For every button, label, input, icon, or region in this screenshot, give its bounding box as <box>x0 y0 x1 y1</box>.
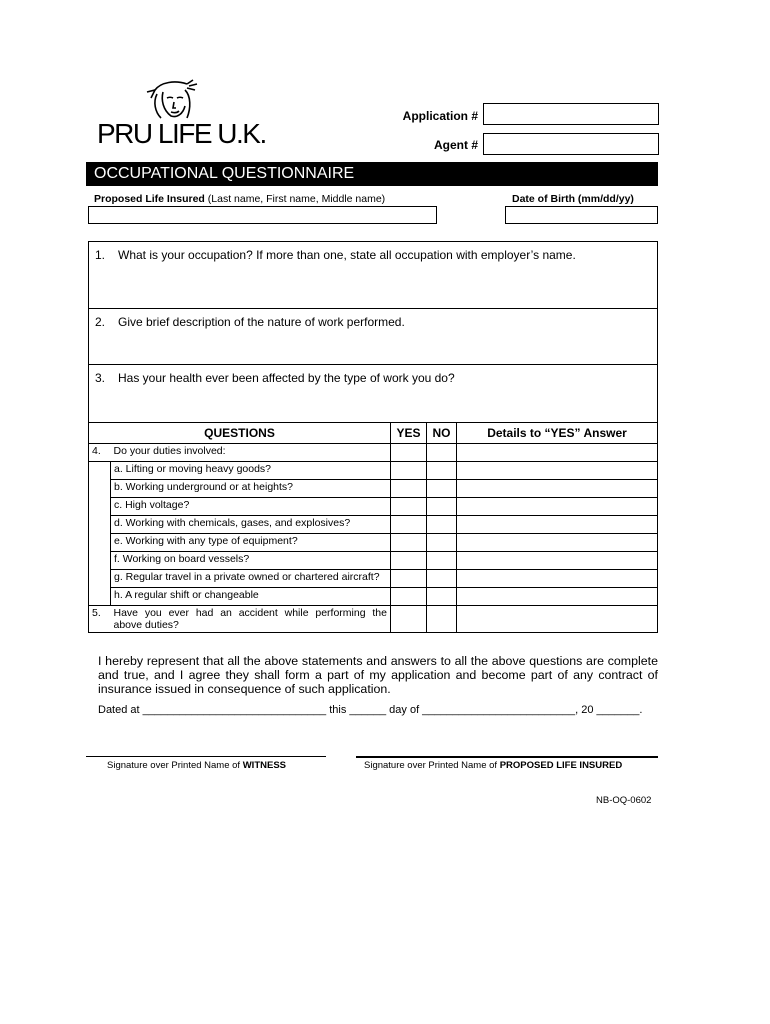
details-cell[interactable] <box>457 444 658 462</box>
table-row <box>89 534 658 552</box>
witness-signature-prefix: Signature over Printed Name of <box>107 760 243 771</box>
question-number: 2. <box>95 315 106 329</box>
dob-label: Date of Birth (mm/dd/yy) <box>512 193 634 205</box>
table-row <box>89 570 658 588</box>
question-number: 1. <box>95 248 106 262</box>
sub-question-text: e. Working with any type of equipment? <box>111 534 391 552</box>
sub-question-text: c. High voltage? <box>111 498 391 516</box>
question-text: Has your health ever been affected by the type of work you do? <box>118 371 455 385</box>
question-text: Do your duties involved: <box>111 444 391 462</box>
details-cell[interactable] <box>457 534 658 552</box>
form-code: NB-OQ-0602 <box>596 795 652 806</box>
pru-life-logo <box>97 78 266 150</box>
sub-question-text: h. A regular shift or changeable <box>111 588 391 606</box>
question-number: 4. <box>89 444 111 462</box>
table-row <box>89 516 658 534</box>
table-row <box>89 480 658 498</box>
question-text: Give brief description of the nature of work performed. <box>118 315 405 329</box>
sub-question-text: b. Working underground or at heights? <box>111 480 391 498</box>
dob-field[interactable] <box>505 206 658 224</box>
table-header-row <box>89 423 658 444</box>
declaration-text: I hereby represent that all the above statements and answers to all the above questions are complete and true, and I agree they shall form a part of my application and become part of any contract of insurance issued in consequence of such application. <box>98 654 658 696</box>
table-row <box>89 498 658 516</box>
witness-signature-label <box>107 760 286 771</box>
sub-question-text: a. Lifting or moving heavy goods? <box>111 462 391 480</box>
no-cell[interactable] <box>427 570 457 588</box>
details-cell[interactable] <box>457 480 658 498</box>
details-cell[interactable] <box>457 606 658 633</box>
no-cell[interactable] <box>427 606 457 633</box>
table-row <box>89 588 658 606</box>
logo-wordmark: PRU LIFE U.K. <box>97 118 266 149</box>
table-row <box>89 444 658 462</box>
details-cell[interactable] <box>457 570 658 588</box>
question-number: 3. <box>95 371 106 385</box>
yes-cell[interactable] <box>391 462 427 480</box>
no-cell[interactable] <box>427 552 457 570</box>
insured-signature-prefix: Signature over Printed Name of <box>364 760 500 771</box>
application-number-field[interactable] <box>483 103 659 125</box>
application-number-label: Application # <box>402 109 478 123</box>
yes-cell[interactable] <box>391 534 427 552</box>
proposed-insured-name-field[interactable] <box>88 206 437 224</box>
lady-liberty-icon <box>141 78 213 122</box>
no-cell[interactable] <box>427 588 457 606</box>
table-row <box>89 462 658 480</box>
yes-cell[interactable] <box>391 552 427 570</box>
no-cell[interactable] <box>427 462 457 480</box>
proposed-insured-label <box>94 193 385 205</box>
no-cell[interactable] <box>427 480 457 498</box>
insured-signature-line[interactable] <box>356 756 658 758</box>
details-cell[interactable] <box>457 462 658 480</box>
no-cell[interactable] <box>427 444 457 462</box>
yes-cell[interactable] <box>391 444 427 462</box>
form-title: OCCUPATIONAL QUESTIONNAIRE <box>86 162 658 186</box>
yes-cell[interactable] <box>391 516 427 534</box>
details-cell[interactable] <box>457 498 658 516</box>
yes-cell[interactable] <box>391 498 427 516</box>
sub-question-text: f. Working on board vessels? <box>111 552 391 570</box>
table-row <box>89 606 658 633</box>
yes-cell[interactable] <box>391 606 427 633</box>
question-2-block[interactable] <box>88 308 658 365</box>
details-cell[interactable] <box>457 516 658 534</box>
question-3-block[interactable] <box>88 364 658 423</box>
sub-question-text: d. Working with chemicals, gases, and explosives? <box>111 516 391 534</box>
no-cell[interactable] <box>427 516 457 534</box>
witness-signature-bold: WITNESS <box>242 760 286 771</box>
questions-table <box>88 422 658 633</box>
agent-number-label: Agent # <box>433 138 478 152</box>
dated-line[interactable]: Dated at ______________________________ this ______ day of _________________________, 20 _______. <box>98 704 643 716</box>
insured-signature-label <box>364 760 622 771</box>
proposed-insured-label-bold: Proposed Life Insured <box>94 193 205 205</box>
yes-cell[interactable] <box>391 570 427 588</box>
witness-signature-line[interactable] <box>86 756 326 757</box>
question-text: What is your occupation? If more than one, state all occupation with employer’s name. <box>118 248 576 262</box>
questions-header: QUESTIONS <box>89 423 391 444</box>
no-cell[interactable] <box>427 534 457 552</box>
details-header: Details to “YES” Answer <box>457 423 658 444</box>
table-row <box>89 552 658 570</box>
yes-cell[interactable] <box>391 588 427 606</box>
proposed-insured-label-hint: (Last name, First name, Middle name) <box>207 193 386 205</box>
question-1-block[interactable] <box>88 241 658 309</box>
question-text: Have you ever had an accident while performing the above duties? <box>111 606 391 633</box>
no-cell[interactable] <box>427 498 457 516</box>
no-header: NO <box>427 423 457 444</box>
details-cell[interactable] <box>457 552 658 570</box>
sub-question-text: g. Regular travel in a private owned or chartered aircraft? <box>111 570 391 588</box>
yes-cell[interactable] <box>391 480 427 498</box>
details-cell[interactable] <box>457 588 658 606</box>
agent-number-field[interactable] <box>483 133 659 155</box>
question-number: 5. <box>89 606 111 633</box>
insured-signature-bold: PROPOSED LIFE INSURED <box>499 760 623 771</box>
yes-header: YES <box>391 423 427 444</box>
